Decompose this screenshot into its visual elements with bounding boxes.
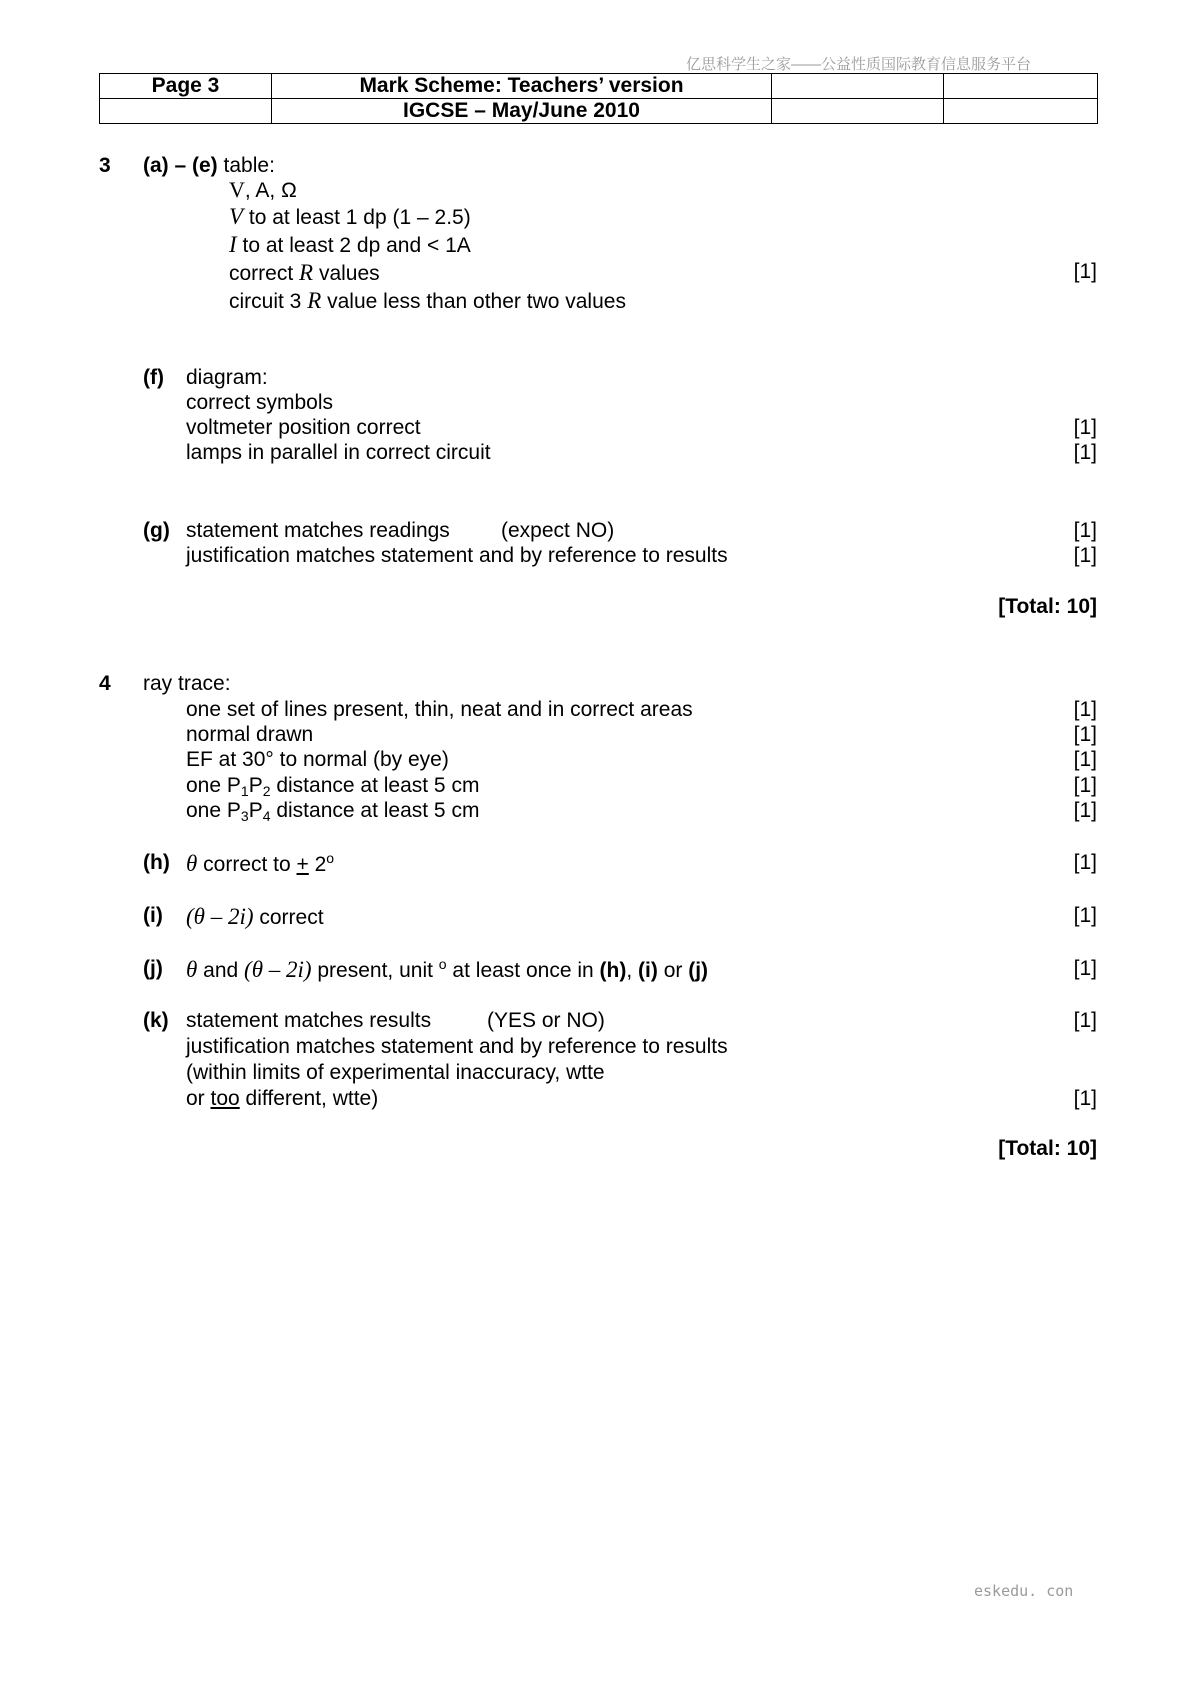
q4-k-line4: or too different, wtte) [186, 1087, 379, 1110]
q3-f-line1: correct symbols [186, 391, 334, 414]
q4-k-mark2: [1] [1073, 1087, 1097, 1110]
q3-g-mark2: [1] [1073, 544, 1097, 567]
q4-i-mark: [1] [1073, 904, 1097, 927]
q4-mark4: [1] [1073, 774, 1097, 797]
q4-p1p2-line: one $P_1P_2$ distance at least 5 cm [186, 774, 480, 799]
header-subtitle: IGCSE – May/June 2010 [272, 99, 772, 124]
q4-k-line1: statement matches results [186, 1009, 432, 1032]
q4-k-label: (k) [143, 1009, 169, 1032]
q3-f-line2: voltmeter position correct [186, 416, 421, 439]
q4-mark5: [1] [1073, 799, 1097, 822]
q3-units: V, A, Ω [229, 177, 297, 202]
question-4-number: 4 [99, 672, 111, 695]
header-table [99, 73, 1098, 124]
q3-g-mark1: [1] [1073, 519, 1097, 542]
q3-g-note: (expect NO) [501, 519, 615, 542]
q3-r-mark: [1] [1073, 260, 1097, 283]
q4-j-mark: [1] [1073, 957, 1097, 980]
header-empty-cell [772, 99, 944, 124]
q4-line2: normal drawn [186, 723, 314, 746]
q3-f-line3: lamps in parallel in correct circuit [186, 441, 491, 464]
header-title: Mark Scheme: Teachers’ version [272, 74, 772, 99]
q4-k-mark1: [1] [1073, 1009, 1097, 1032]
watermark-bottom: eskedu. con [974, 1582, 1074, 1600]
q4-h-mark: [1] [1073, 851, 1097, 874]
q4-j-label: (j) [143, 957, 163, 980]
q3-f-mark3: [1] [1073, 441, 1097, 464]
q4-h-text: θ correct to + $2^o$ [186, 850, 335, 876]
q3-total: [Total: 10] [998, 595, 1097, 618]
header-page: Page 3 [100, 74, 272, 99]
q4-k-line2: justification matches statement and by reference to results [186, 1035, 728, 1058]
watermark-top: 亿思科学生之家——公益性质国际教育信息服务平台 [686, 56, 1032, 73]
q4-i-text: (θ – 2i) correct [186, 904, 324, 929]
q4-i-label: (i) [143, 904, 163, 927]
question-3-number: 3 [99, 154, 111, 177]
q3-f-title: diagram: [186, 366, 268, 389]
q4-line3: EF at 30° to normal (by eye) [186, 748, 449, 771]
header-empty-cell [944, 74, 1098, 99]
q3-g-line1: statement matches readings [186, 519, 450, 542]
q4-h-label: (h) [143, 851, 170, 874]
q3-i-criterion: I to at least 2 dp and < 1A [229, 232, 471, 257]
q3-g-label: (g) [143, 519, 170, 542]
q4-k-line3: (within limits of experimental inaccuracy, wtte [186, 1061, 605, 1084]
q3-g-line2: justification matches statement and by reference to results [186, 544, 728, 567]
q4-intro: ray trace: [143, 672, 231, 695]
q4-total: [Total: 10] [998, 1137, 1097, 1160]
q4-k-note: (YES or NO) [487, 1009, 605, 1032]
q4-j-text: θ and (θ – 2i) present, unit $^o$ at least once in (h), (i) or (j) [186, 956, 709, 982]
question-3-ae: (a) – (e) table: [143, 154, 275, 177]
q3-circuit3-criterion: circuit 3 R value less than other two values [229, 288, 626, 313]
q3-f-mark2: [1] [1073, 416, 1097, 439]
q3-f-label: (f) [143, 366, 164, 389]
q4-mark1: [1] [1073, 698, 1097, 721]
header-empty-cell [100, 99, 272, 124]
q4-mark3: [1] [1073, 748, 1097, 771]
q3-v-criterion: V to at least 1 dp (1 – 2.5) [229, 204, 471, 229]
q3-r-criterion: correct R values [229, 260, 380, 285]
header-empty-cell [944, 99, 1098, 124]
q4-p3p4-line: one $P_3P_4$ distance at least 5 cm [186, 799, 480, 824]
header-empty-cell [772, 74, 944, 99]
q4-line1: one set of lines present, thin, neat and in correct areas [186, 698, 693, 721]
q4-mark2: [1] [1073, 723, 1097, 746]
